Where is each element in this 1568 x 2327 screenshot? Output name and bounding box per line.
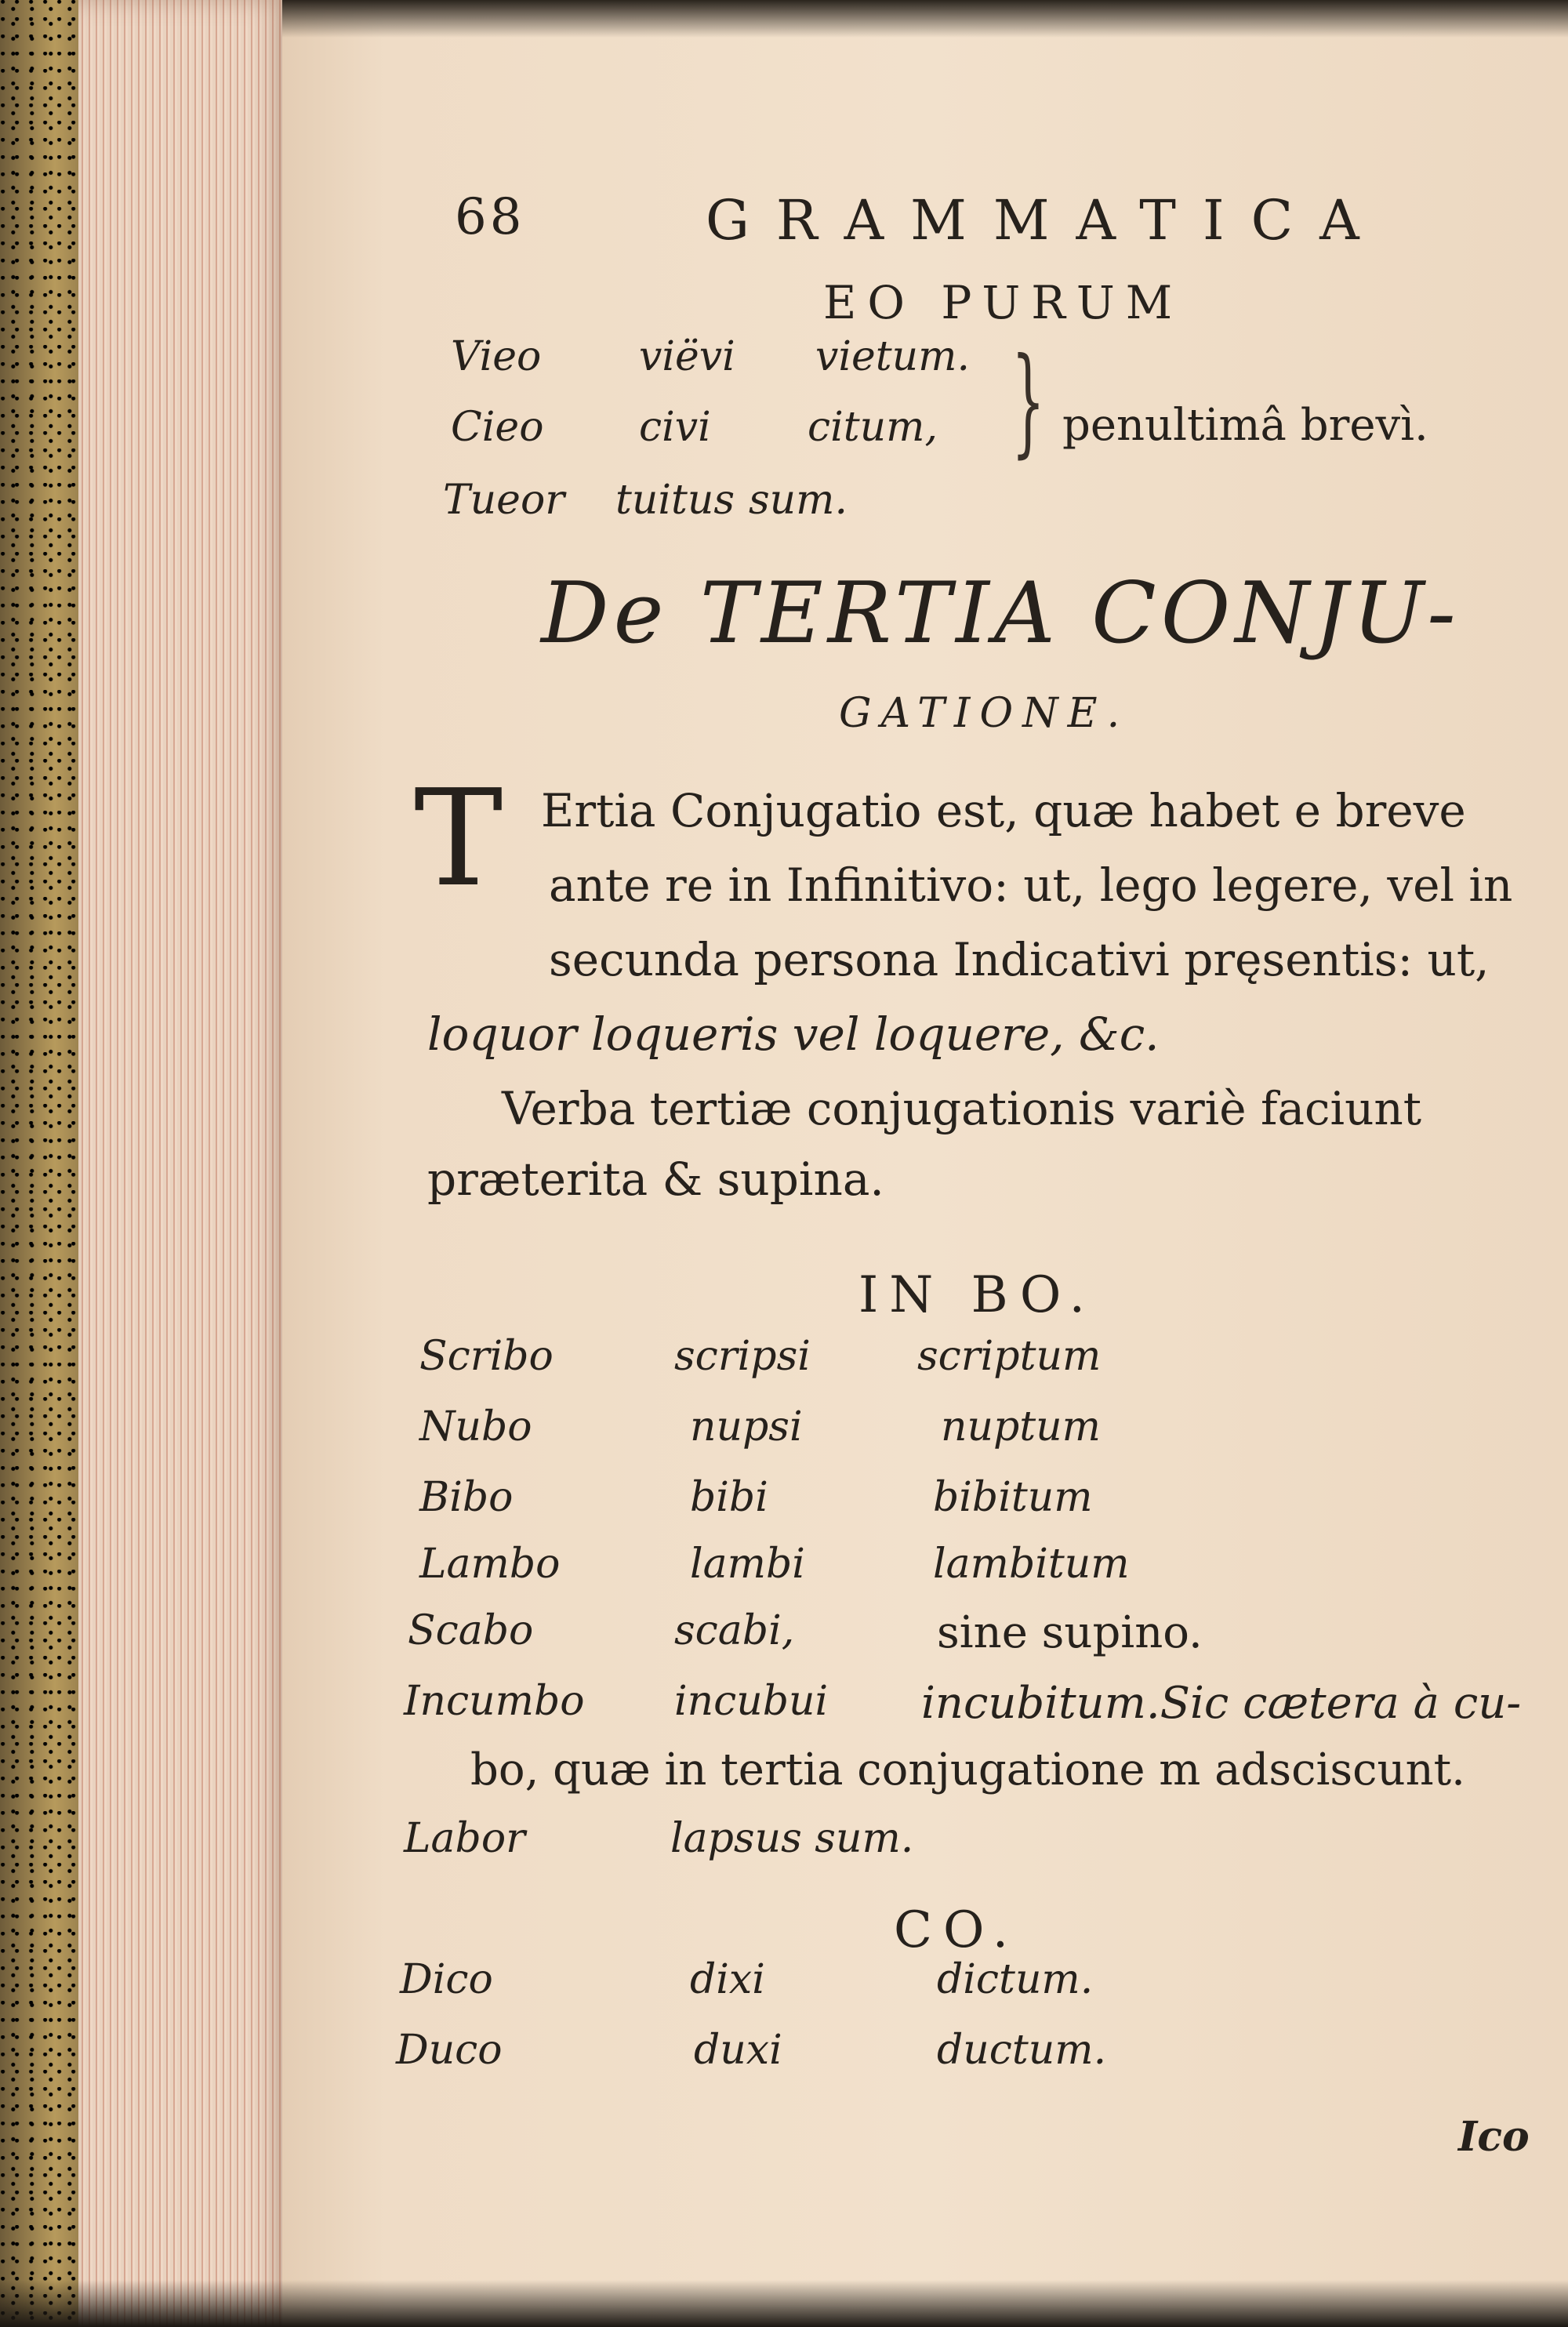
running-title: GRAMMATICA xyxy=(706,188,1386,252)
bo-row-5-supine: sine supino. xyxy=(937,1607,1203,1658)
eo-row-3-perfect: tuitus xyxy=(615,477,735,524)
eo-row-2-perfect: civi xyxy=(639,404,711,451)
eo-note: penultimâ brevì. xyxy=(1062,400,1428,451)
para1-line4: loquor loqueris vel loquere, &c. xyxy=(427,1007,1160,1061)
bottom-shadow xyxy=(0,2280,1568,2327)
bo-row-6-verb: Incumbo xyxy=(404,1678,585,1725)
bo-row-1-perfect: scripsi xyxy=(674,1333,811,1380)
bo-row-1-verb: Scribo xyxy=(419,1333,554,1380)
para1-line3: secunda persona Indicativi pręsentis: ut, xyxy=(549,933,1490,986)
eo-row-1-supine: vietum. xyxy=(815,333,971,380)
chapter-heading: De TERTIA CONJU- xyxy=(541,565,1461,663)
bo-row-6-perfect: incubui xyxy=(674,1678,829,1725)
bo-row-3-perfect: bibi xyxy=(690,1474,768,1521)
eo-row-1-verb: Vieo xyxy=(451,333,542,380)
para1-line2: ante re in Infinitivo: ut, lego legere, vel in xyxy=(549,859,1513,912)
bo-row-4-verb: Lambo xyxy=(419,1541,561,1588)
para2-line1: Verba tertiæ conjugationis variè faciunt xyxy=(502,1082,1422,1135)
bo-row-2-verb: Nubo xyxy=(419,1403,532,1450)
labor-perfect: lapsus sum. xyxy=(670,1815,914,1862)
eo-row-3-supine: sum. xyxy=(749,477,848,524)
bo-row-3-supine: bibitum xyxy=(933,1474,1093,1521)
section-heading-bo: IN BO. xyxy=(858,1266,1096,1324)
running-head xyxy=(455,188,1386,252)
bo-row-2-perfect: nupsi xyxy=(690,1403,803,1450)
page-edges xyxy=(78,0,290,2327)
para1-line1: Ertia Conjugatio est, quæ habet e breve xyxy=(541,784,1466,837)
co-row-1-supine: dictum. xyxy=(937,1956,1094,2003)
eo-row-3-verb: Tueor xyxy=(443,477,565,524)
bo-row-1-supine: scriptum xyxy=(917,1333,1102,1380)
bo-row-6-supine: incubitum.Sic cætera à cu- xyxy=(921,1678,1522,1729)
section-heading-co: CO. xyxy=(894,1901,1020,1959)
catchword: Ico xyxy=(1458,2113,1530,2161)
para2-line2: præterita & supina. xyxy=(427,1153,884,1206)
labor-verb: Labor xyxy=(404,1815,525,1862)
drop-cap: T xyxy=(414,761,503,917)
bo-row-2-supine: nuptum xyxy=(941,1403,1101,1450)
co-row-1-verb: Dico xyxy=(400,1956,493,2003)
co-row-2-perfect: duxi xyxy=(694,2027,782,2074)
co-row-2-supine: ductum. xyxy=(937,2027,1107,2074)
page-number: 68 xyxy=(455,188,525,246)
chapter-heading-cont: GATIONE. xyxy=(839,690,1130,737)
bo-row-5-verb: Scabo xyxy=(408,1607,534,1654)
top-shadow xyxy=(282,0,1568,38)
subheading-eo-purum: EO PURUM xyxy=(823,276,1184,329)
bo-continuation: bo, quæ in tertia conjugatione m adsciscunt. xyxy=(470,1744,1465,1795)
co-row-2-verb: Duco xyxy=(396,2027,503,2074)
bo-row-5-perfect: scabi, xyxy=(674,1607,795,1654)
brace: } xyxy=(1011,333,1045,470)
bo-row-4-supine: lambitum xyxy=(933,1541,1130,1588)
eo-row-2-verb: Cieo xyxy=(451,404,544,451)
co-row-1-perfect: dixi xyxy=(690,1956,765,2003)
eo-row-1-perfect: viëvi xyxy=(639,333,735,380)
eo-row-2-supine: citum, xyxy=(808,404,938,451)
bo-row-3-verb: Bibo xyxy=(419,1474,514,1521)
bo-row-4-perfect: lambi xyxy=(690,1541,805,1588)
